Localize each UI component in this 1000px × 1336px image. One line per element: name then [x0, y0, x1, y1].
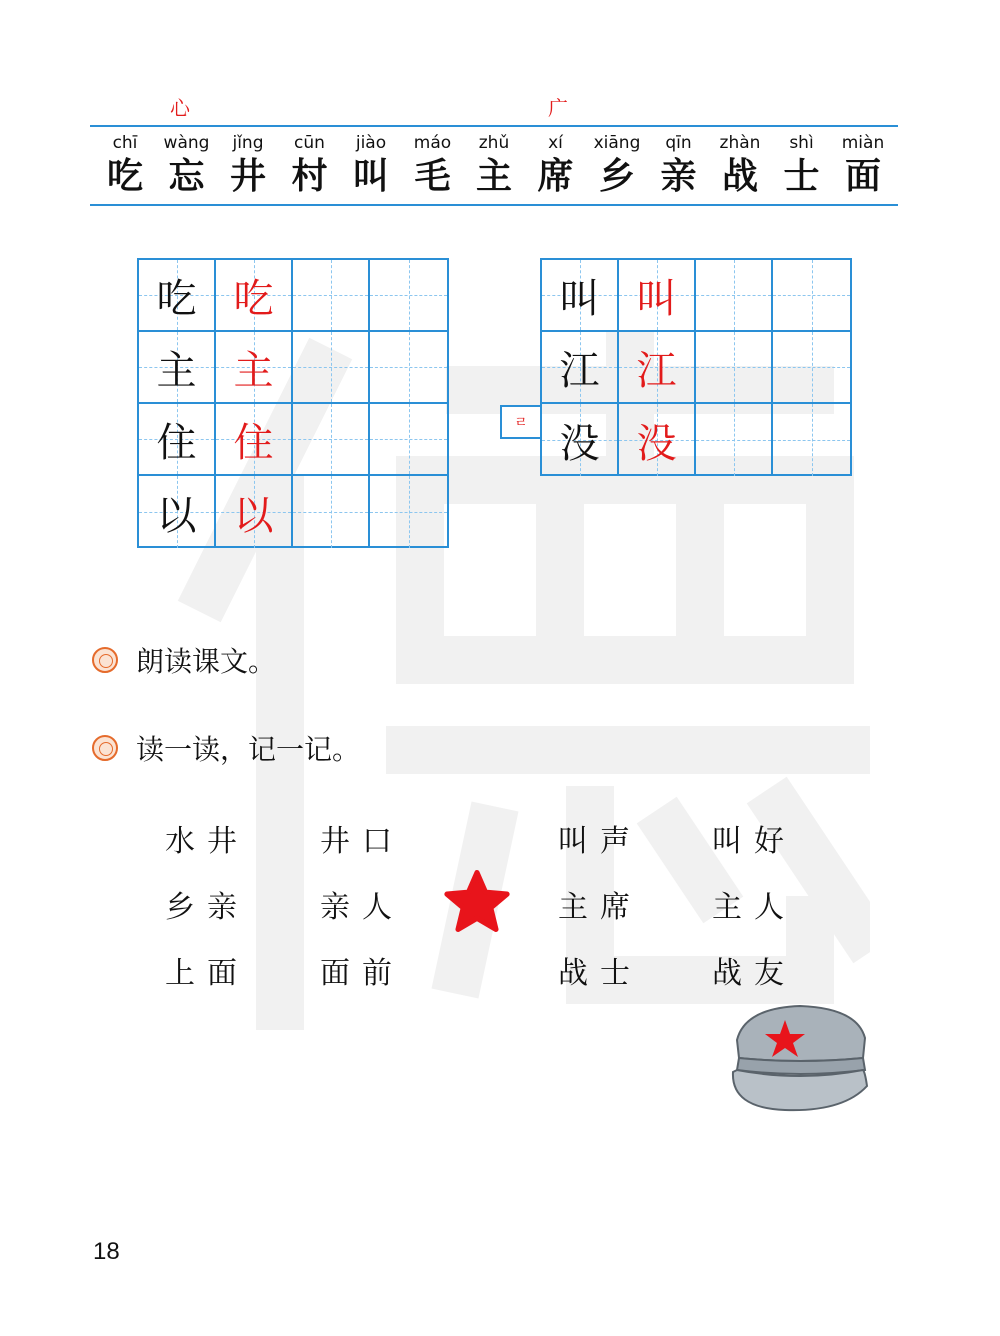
hanzi: 井 — [229, 155, 266, 197]
pinyin: wàng — [163, 133, 210, 153]
model-character: 吃 — [156, 275, 197, 322]
grid-cell[interactable] — [370, 332, 447, 404]
model-character: 住 — [156, 419, 197, 466]
seal-icon — [92, 647, 118, 673]
stroke-hint: ㄹ — [514, 415, 528, 431]
character-item — [711, 132, 769, 198]
hanzi: 乡 — [598, 155, 635, 197]
grid-cell[interactable] — [293, 476, 370, 548]
grid-cell[interactable] — [293, 404, 370, 476]
grid-cell[interactable] — [370, 476, 447, 548]
hanzi: 战 — [721, 155, 758, 197]
stroke-hint-tab — [500, 405, 540, 439]
word: 水井 — [165, 824, 249, 859]
pinyin: jiào — [355, 133, 387, 153]
top-rule — [90, 125, 898, 127]
bottom-rule — [90, 204, 898, 206]
trace-character: 吃 — [233, 275, 274, 322]
character-item — [342, 132, 400, 198]
radical-shelter: 广 — [548, 96, 568, 120]
army-cap-icon — [725, 1000, 875, 1115]
pinyin: xí — [548, 133, 563, 153]
pinyin: xiāng — [593, 133, 641, 153]
hanzi: 士 — [783, 155, 820, 197]
grid-cell — [139, 260, 216, 332]
grid-cell[interactable] — [293, 332, 370, 404]
grid-cell — [139, 404, 216, 476]
character-item — [219, 132, 277, 198]
model-character: 主 — [156, 347, 197, 394]
trace-character: 江 — [636, 347, 677, 394]
trace-character: 叫 — [636, 275, 677, 322]
pinyin: qīn — [665, 133, 692, 153]
hanzi: 毛 — [414, 155, 451, 197]
grid-cell — [216, 332, 293, 404]
grid-row — [139, 404, 447, 476]
grid-cell — [619, 404, 696, 476]
writing-grid-right — [540, 258, 852, 476]
character-item — [650, 132, 708, 198]
word: 主席 — [558, 890, 642, 925]
pinyin: zhàn — [719, 133, 761, 153]
word: 上面 — [165, 956, 249, 991]
pinyin: máo — [413, 133, 452, 153]
grid-cell[interactable] — [773, 332, 850, 404]
grid-cell — [542, 404, 619, 476]
section-read-remember — [92, 728, 360, 768]
trace-character: 住 — [233, 419, 274, 466]
word: 面前 — [320, 956, 404, 991]
word: 乡亲 — [165, 890, 249, 925]
character-item — [465, 132, 523, 198]
grid-cell — [216, 404, 293, 476]
grid-row — [542, 260, 850, 332]
word: 亲人 — [320, 890, 404, 925]
grid-cell[interactable] — [370, 260, 447, 332]
word: 叫好 — [712, 824, 796, 859]
grid-cell — [139, 476, 216, 548]
word: 战友 — [712, 956, 796, 991]
grid-cell[interactable] — [696, 260, 773, 332]
new-characters-strip — [90, 132, 898, 198]
grid-row — [542, 332, 850, 404]
trace-character: 主 — [233, 347, 274, 394]
hanzi: 面 — [844, 155, 881, 197]
pinyin: jǐng — [232, 133, 264, 153]
hanzi: 亲 — [660, 155, 697, 197]
grid-cell — [139, 332, 216, 404]
word: 叫声 — [558, 824, 642, 859]
trace-character: 没 — [636, 420, 677, 467]
word: 井口 — [320, 824, 404, 859]
grid-cell[interactable] — [773, 404, 850, 476]
hanzi: 忘 — [168, 155, 205, 197]
character-item — [96, 132, 154, 198]
grid-cell — [216, 476, 293, 548]
grid-cell[interactable] — [773, 260, 850, 332]
grid-cell[interactable] — [293, 260, 370, 332]
model-character: 没 — [559, 420, 600, 467]
pinyin: zhǔ — [478, 133, 510, 153]
grid-cell — [619, 260, 696, 332]
pinyin: shì — [789, 133, 814, 153]
red-star-icon — [442, 870, 512, 932]
hanzi: 主 — [475, 155, 512, 197]
grid-row — [139, 476, 447, 548]
grid-row — [139, 260, 447, 332]
grid-cell[interactable] — [370, 404, 447, 476]
grid-cell — [542, 332, 619, 404]
page-number: 18 — [93, 1238, 120, 1265]
hanzi: 叫 — [352, 155, 389, 197]
character-item — [158, 132, 216, 198]
model-character: 江 — [559, 347, 600, 394]
pinyin: miàn — [841, 133, 885, 153]
word: 战士 — [558, 956, 642, 991]
character-item — [834, 132, 892, 198]
writing-grid-left — [137, 258, 449, 548]
seal-icon — [92, 735, 118, 761]
pinyin: cūn — [294, 133, 325, 153]
character-item — [527, 132, 585, 198]
character-item — [773, 132, 831, 198]
grid-row — [139, 332, 447, 404]
section-title: 朗读课文。 — [136, 645, 277, 678]
grid-cell — [216, 260, 293, 332]
character-item — [588, 132, 646, 198]
model-character: 以 — [156, 492, 197, 539]
section-title: 读一读，记一记。 — [136, 733, 361, 766]
hanzi: 村 — [291, 155, 328, 197]
radical-heart: 心 — [170, 96, 190, 120]
pinyin: chī — [112, 133, 138, 153]
character-item — [281, 132, 339, 198]
trace-character: 以 — [233, 492, 274, 539]
hanzi: 吃 — [106, 155, 143, 197]
grid-cell — [619, 332, 696, 404]
grid-cell[interactable] — [696, 404, 773, 476]
section-read-aloud — [92, 640, 276, 680]
grid-row — [542, 404, 850, 476]
grid-cell[interactable] — [696, 332, 773, 404]
grid-cell — [542, 260, 619, 332]
word: 主人 — [712, 890, 796, 925]
character-item — [404, 132, 462, 198]
model-character: 叫 — [559, 275, 600, 322]
hanzi: 席 — [537, 155, 574, 197]
